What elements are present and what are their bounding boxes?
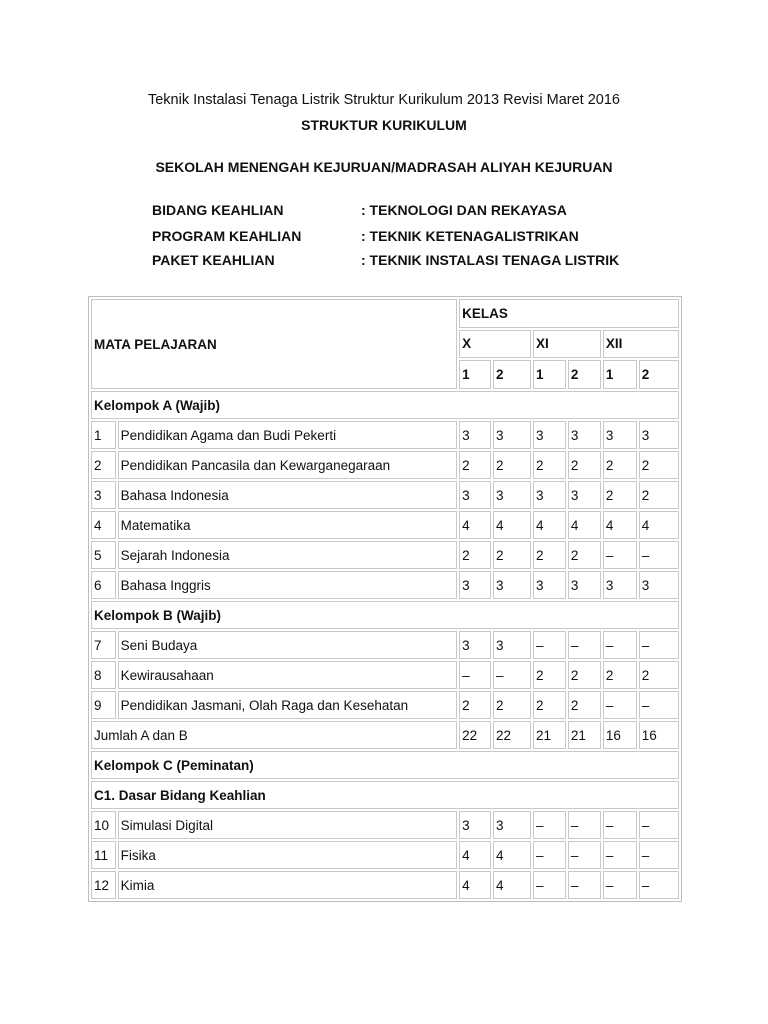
subject-number: 1 [91,421,116,449]
total-cell: 16 [603,721,637,749]
subject-number: 11 [91,841,116,869]
hours-cell: 2 [533,451,566,479]
hours-cell: 2 [459,541,491,569]
header-semester: 2 [639,360,679,389]
hours-cell: – [603,631,637,659]
hours-cell: – [603,541,637,569]
hours-cell: 3 [459,421,491,449]
table-row [91,811,679,839]
subject-name: Matematika [118,511,457,539]
total-cell: 21 [568,721,601,749]
group-c-heading: Kelompok C (Peminatan) [91,751,679,779]
group-c1-heading: C1. Dasar Bidang Keahlian [91,781,679,809]
hours-cell: 2 [459,691,491,719]
total-cell: 22 [493,721,531,749]
hours-cell: 3 [533,571,566,599]
hours-cell: 4 [639,511,679,539]
subject-name: Pendidikan Pancasila dan Kewarganegaraan [118,451,457,479]
total-cell: 21 [533,721,566,749]
hours-cell: – [639,691,679,719]
hours-cell: 2 [568,541,601,569]
subject-number: 10 [91,811,116,839]
hours-cell: 2 [603,661,637,689]
table-row [91,871,679,899]
table-row [91,451,679,479]
hours-cell: 3 [493,481,531,509]
hours-cell: – [533,811,566,839]
hours-cell: 4 [459,511,491,539]
meta-value: : TEKNIK KETENAGALISTRIKAN [361,228,579,244]
hours-cell: 2 [533,541,566,569]
subject-number: 5 [91,541,116,569]
hours-cell: 2 [533,691,566,719]
subject-name: Bahasa Inggris [118,571,457,599]
table-row [91,511,679,539]
table-row [91,541,679,569]
subject-name: Pendidikan Agama dan Budi Pekerti [118,421,457,449]
hours-cell: 2 [568,691,601,719]
hours-cell: 2 [568,661,601,689]
table-row [91,571,679,599]
hours-cell: 3 [603,571,637,599]
document-title: Teknik Instalasi Tenaga Listrik Struktur Kurikulum 2013 Revisi Maret 2016 [147,92,620,108]
hours-cell: 2 [568,451,601,479]
header-semester: 1 [459,360,491,389]
meta-label: PAKET KEAHLIAN [152,252,275,268]
subject-number: 6 [91,571,116,599]
hours-cell: 2 [533,661,566,689]
meta-label: PROGRAM KEAHLIAN [152,228,302,244]
table-row [91,631,679,659]
table-row [91,421,679,449]
hours-cell: 3 [459,811,491,839]
subject-number: 3 [91,481,116,509]
hours-cell: 2 [493,451,531,479]
hours-cell: 3 [568,571,601,599]
hours-cell: – [568,811,601,839]
subject-number: 8 [91,661,116,689]
subject-name: Pendidikan Jasmani, Olah Raga dan Kesehatan [118,691,457,719]
subject-number: 9 [91,691,116,719]
hours-cell: – [533,871,566,899]
hours-cell: – [568,841,601,869]
hours-cell: 4 [533,511,566,539]
hours-cell: 3 [459,631,491,659]
subject-name: Bahasa Indonesia [118,481,457,509]
hours-cell: – [533,841,566,869]
hours-cell: – [603,691,637,719]
hours-cell: – [493,661,531,689]
header-semester: 1 [533,360,566,389]
subject-number: 4 [91,511,116,539]
header-semester: 1 [603,360,637,389]
hours-cell: – [603,811,637,839]
hours-cell: 4 [459,841,491,869]
hours-cell: 2 [603,451,637,479]
meta-row-program [152,228,579,244]
subject-name: Kimia [118,871,457,899]
hours-cell: 3 [603,421,637,449]
hours-cell: – [639,871,679,899]
meta-row-paket [152,252,619,268]
header-kelas: KELAS [459,299,679,328]
group-a-heading: Kelompok A (Wajib) [91,391,679,419]
hours-cell: – [603,871,637,899]
hours-cell: 3 [568,421,601,449]
subject-number: 2 [91,451,116,479]
hours-cell: – [459,661,491,689]
hours-cell: 3 [568,481,601,509]
hours-cell: 3 [533,421,566,449]
hours-cell: 3 [639,421,679,449]
document-subheading: SEKOLAH MENENGAH KEJURUAN/MADRASAH ALIYAH KEJURUAN [155,159,613,175]
hours-cell: 2 [639,661,679,689]
total-cell: 22 [459,721,491,749]
meta-row-bidang [152,202,567,218]
document-heading: STRUKTUR KURIKULUM [301,117,467,133]
subject-name: Fisika [118,841,457,869]
meta-label: BIDANG KEAHLIAN [152,202,284,218]
hours-cell: 3 [493,811,531,839]
hours-cell: – [533,631,566,659]
hours-cell: 4 [603,511,637,539]
curriculum-table [88,296,682,902]
hours-cell: 2 [493,691,531,719]
hours-cell: 3 [533,481,566,509]
hours-cell: 2 [639,451,679,479]
total-cell: 16 [639,721,679,749]
hours-cell: – [639,541,679,569]
hours-cell: 3 [459,571,491,599]
header-grade: X [459,330,531,359]
hours-cell: 3 [493,631,531,659]
table-row [91,691,679,719]
table-row [91,841,679,869]
meta-value: : TEKNIK INSTALASI TENAGA LISTRIK [361,252,620,268]
meta-value: : TEKNOLOGI DAN REKAYASA [361,202,567,218]
header-mata-pelajaran: MATA PELAJARAN [91,299,457,389]
subject-number: 7 [91,631,116,659]
hours-cell: 4 [568,511,601,539]
table-row [91,661,679,689]
subject-name: Simulasi Digital [118,811,457,839]
hours-cell: 3 [493,571,531,599]
hours-cell: 4 [459,871,491,899]
header-semester: 2 [493,360,531,389]
hours-cell: – [639,631,679,659]
hours-cell: – [603,841,637,869]
subject-name: Seni Budaya [118,631,457,659]
total-row [91,721,679,749]
hours-cell: – [639,811,679,839]
hours-cell: 3 [493,421,531,449]
header-semester: 2 [568,360,601,389]
hours-cell: – [639,841,679,869]
hours-cell: 3 [459,481,491,509]
subject-number: 12 [91,871,116,899]
header-grade: XI [533,330,601,359]
table-row [91,481,679,509]
hours-cell: 4 [493,511,531,539]
hours-cell: 3 [639,571,679,599]
header-grade: XII [603,330,679,359]
hours-cell: – [568,871,601,899]
hours-cell: 2 [639,481,679,509]
hours-cell: 4 [493,871,531,899]
subject-name: Kewirausahaan [118,661,457,689]
group-b-heading: Kelompok B (Wajib) [91,601,679,629]
hours-cell: 4 [493,841,531,869]
hours-cell: 2 [603,481,637,509]
hours-cell: – [568,631,601,659]
total-label: Jumlah A dan B [91,721,457,749]
subject-name: Sejarah Indonesia [118,541,457,569]
hours-cell: 2 [493,541,531,569]
hours-cell: 2 [459,451,491,479]
